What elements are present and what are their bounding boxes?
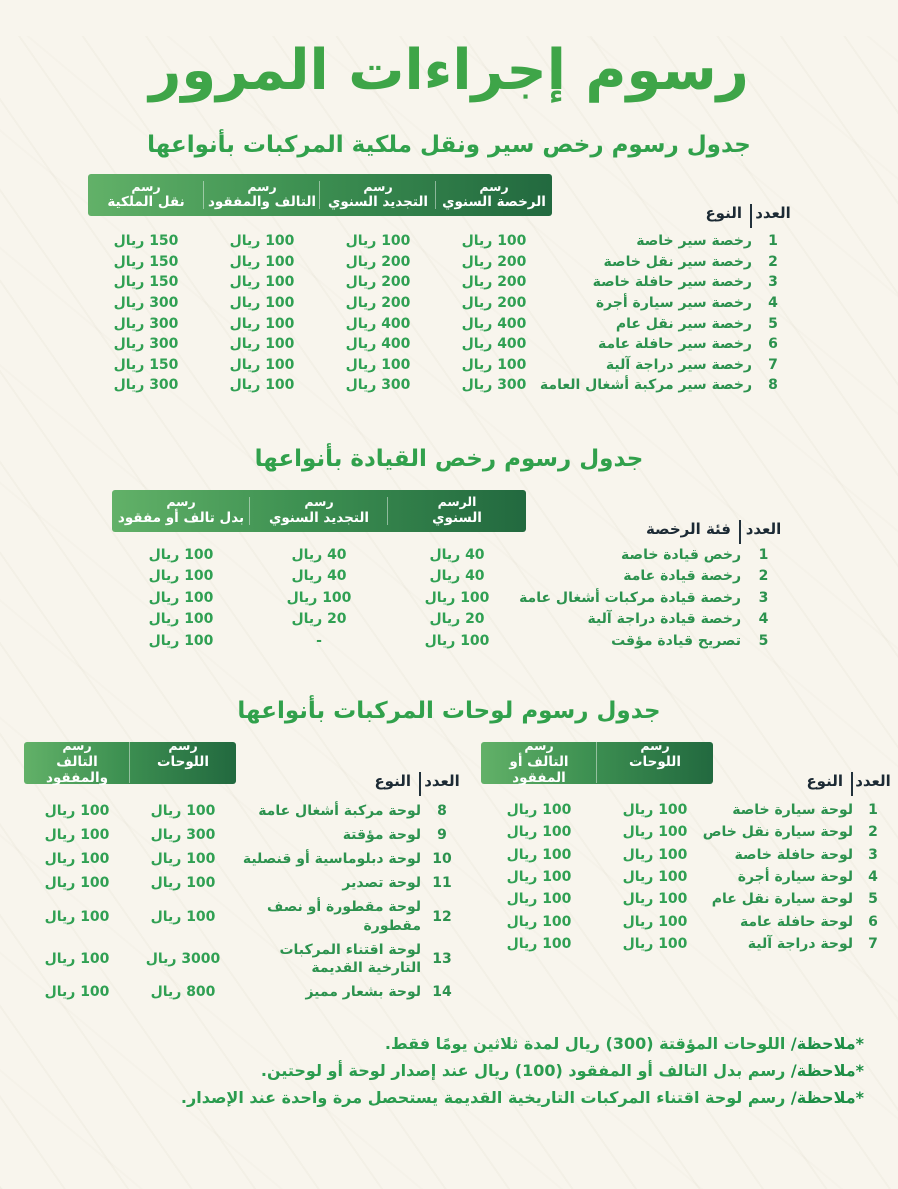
table-row [24,847,463,871]
row-number: 8 [437,802,447,819]
label-divider [739,520,741,544]
count-column-label: العدد [424,771,460,790]
fee-column-header [204,178,320,213]
fee-annual: 20 ريال [429,611,485,628]
note-prefix: *ملاحظة/ [790,1034,864,1054]
fee-columns-header-bar [112,490,526,532]
registration-table-body [88,231,794,396]
fee-plates: 100 ريال [622,891,688,908]
fee-damaged-lost: 100 ريال [506,824,572,841]
plates-left-header [24,738,463,790]
row-number: 2 [868,824,878,841]
table-row [481,933,893,955]
fee-annual-renewal: 400 ريال [345,336,411,353]
fee-annual: 100 ريال [424,589,490,606]
row-type: لوحة دبلوماسية أو قنصلية [242,851,421,868]
fee-damaged-lost: 100 ريال [44,984,110,1001]
fee-plates: 100 ريال [622,936,688,953]
row-type: رخصة قيادة عامة [623,568,741,585]
fee-column-header [112,493,250,528]
fee-annual-license: 100 ريال [461,233,527,250]
fee-annual-renewal: 40 ريال [291,546,347,563]
fee-column-header-line2: اللوحات [156,753,210,770]
driving-section-title: جدول رسوم رخص القيادة بأنواعها [254,445,644,472]
row-type: رخصة قيادة دراجة آلية [587,611,741,628]
fee-annual-renewal: 100 ريال [286,589,352,606]
fee-ownership-transfer: 150 ريال [113,233,179,250]
table-row [112,587,786,609]
row-number: 7 [868,936,878,953]
fee-plates: 100 ريال [622,824,688,841]
fee-plates: 100 ريال [150,875,216,892]
row-number: 4 [768,295,778,312]
table-row [24,938,463,980]
row-number: 5 [768,315,778,332]
fee-damaged-lost: 100 ريال [44,851,110,868]
fee-annual-license: 200 ريال [461,295,527,312]
registration-table-header [88,174,794,222]
fee-column-header [597,737,713,788]
plates-right-header [481,738,893,790]
fee-annual-renewal: 200 ريال [345,274,411,291]
table-row [24,895,463,937]
row-type: لوحة سيارة نقل عام [711,891,853,908]
note-text: رسم بدل التالف أو المفقود (100) ريال عند إصدار لوحة أو لوحتين. [260,1061,786,1081]
section-driving-fees [0,446,898,652]
label-divider [851,772,853,796]
fee-ownership-transfer: 150 ريال [113,253,179,270]
fee-plates: 800 ريال [150,984,216,1001]
fee-plates: 100 ريال [622,801,688,818]
fee-damaged-lost: 100 ريال [229,336,295,353]
fee-column-header-line1: رسم [131,178,161,194]
count-column-label: العدد [745,519,782,538]
fee-column-header [88,178,204,213]
row-type: لوحة بشعار مميز [305,984,421,1001]
fee-damaged-lost: 100 ريال [506,936,572,953]
fee-damaged-lost: 100 ريال [506,846,572,863]
table-row [24,799,463,823]
fee-plates: 100 ريال [622,846,688,863]
fee-columns-header-bar [24,738,236,786]
table-row [481,866,893,888]
row-number: 1 [868,801,878,818]
fee-column-header [250,493,388,528]
note-line [0,1084,864,1111]
fee-ownership-transfer: 300 ريال [113,377,179,394]
row-number: 2 [758,568,769,585]
fee-damaged-lost: 100 ريال [229,253,295,270]
row-number: 5 [758,632,769,649]
row-type: لوحة تصدير [342,875,421,892]
table-row [88,272,794,293]
fee-column-header [24,737,130,788]
row-type: تصريح قيادة مؤقت [611,632,741,649]
fee-damaged-lost: 100 ريال [229,377,295,394]
fee-column-header [130,737,236,788]
note-text: رسم لوحة اقتناء المركبات التاريخية القديمة يستحصل مرة واحدة عند الإصدار. [180,1088,786,1108]
fee-annual: 100 ريال [424,632,490,649]
row-type: لوحة سيارة نقل خاص [702,824,853,841]
row-number: 1 [758,546,769,563]
fee-column-header [481,737,597,788]
row-number: 6 [768,336,778,353]
fee-replacement: 100 ريال [148,632,214,649]
fee-ownership-transfer: 300 ريال [113,315,179,332]
row-number: 4 [868,869,878,886]
table-row [481,821,893,843]
note-line [0,1057,864,1084]
plates-right-body [481,799,893,956]
row-number: 7 [768,356,778,373]
fee-annual-renewal: 400 ريال [345,315,411,332]
fee-annual: 40 ريال [429,546,485,563]
row-type: لوحة مركبة أشغال عامة [258,802,421,819]
fee-column-header-line1: رسم [62,738,92,754]
fee-ownership-transfer: 150 ريال [113,356,179,373]
row-type: رخصة قيادة مركبات أشغال عامة [519,589,741,606]
row-number: 3 [768,274,778,291]
table-row [112,630,786,652]
fee-column-header-line1: رسم [166,494,196,510]
row-number: 13 [432,951,452,968]
count-type-label [236,769,463,793]
fee-column-header-line1: رسم [304,494,334,510]
row-type: لوحة سيارة أجرة [737,869,853,886]
row-type: رخص قيادة خاصة [621,546,741,563]
fee-column-header-line2: التجديد السنوي [327,194,429,211]
row-type: رخصة سير نقل عام [615,315,752,332]
type-column-label: النوع [374,771,411,790]
fee-plates: 100 ريال [150,851,216,868]
fee-column-header-line1: رسم [524,738,554,754]
count-column-label: العدد [855,771,891,790]
row-type: رخصة سير حافلة عامة [598,336,752,353]
fee-ownership-transfer: 150 ريال [113,274,179,291]
table-row [481,799,893,821]
row-number: 4 [758,611,769,628]
row-number: 12 [432,908,452,925]
row-number: 6 [868,913,878,930]
row-type: رخصة سير نقل خاصة [603,253,752,270]
fee-damaged-lost: 100 ريال [229,295,295,312]
count-type-label [526,517,786,541]
fee-plates: 100 ريال [150,802,216,819]
plates-section-title: جدول رسوم لوحات المركبات بأنواعها [237,697,661,724]
row-number: 14 [432,984,452,1001]
fee-damaged-lost: 100 ريال [506,891,572,908]
registration-section-title: جدول رسوم رخص سير ونقل ملكية المركبات بأنواعها [147,132,751,158]
fee-plates: 100 ريال [622,913,688,930]
row-number: 3 [758,589,769,606]
count-column-label: العدد [755,204,791,222]
row-type: رخصة سير خاصة [636,233,752,250]
note-text: اللوحات المؤقتة (300) ريال لمدة ثلاثين يومًا فقط. [384,1034,786,1054]
row-number: 11 [432,875,452,892]
fee-annual-renewal: 200 ريال [345,253,411,270]
row-number: 1 [768,233,778,250]
note-prefix: *ملاحظة/ [790,1088,864,1108]
driving-table-body [112,544,786,652]
table-row [24,980,463,1004]
page-title: رسوم إجراءات المرور [149,38,749,103]
fee-plates: 100 ريال [622,869,688,886]
table-row [88,252,794,273]
fee-plates: 100 ريال [150,908,216,925]
row-number: 5 [868,891,878,908]
fee-ownership-transfer: 300 ريال [113,295,179,312]
fee-column-header-line1: رسم [479,178,509,194]
fee-damaged-lost: 100 ريال [44,827,110,843]
fee-damaged-lost: 100 ريال [44,875,110,892]
fee-column-header-line2: التجديد السنوي [268,509,370,526]
table-row [24,823,463,847]
fee-column-header [388,493,526,528]
fee-column-header-line2: الرخصة السنوي [442,194,546,211]
fee-replacement: 100 ريال [148,611,214,628]
fee-annual-license: 200 ريال [461,274,527,291]
row-type: رخصة سير سيارة أجرة [595,295,752,312]
section-registration-fees [0,132,898,396]
fee-replacement: 100 ريال [148,568,214,585]
fee-annual-renewal: 20 ريال [291,611,347,628]
plates-table-right [481,726,893,1005]
fee-plates: 3000 ريال [145,951,221,968]
row-number: 9 [437,827,447,843]
fee-damaged-lost: 100 ريال [229,315,295,332]
fee-damaged-lost: 100 ريال [44,802,110,819]
type-column-label: النوع [705,204,742,222]
fee-column-header [436,178,552,213]
row-type: رخصة سير حافلة خاصة [592,274,752,291]
type-column-label: فئة الرخصة [645,519,731,538]
fee-replacement: 100 ريال [148,589,214,606]
table-row [24,871,463,895]
table-row [112,609,786,631]
footnotes [0,1030,864,1111]
fee-column-header-line1: رسم [247,178,277,194]
fee-column-header-line2: اللوحات [628,753,682,770]
row-type: لوحة مقطورة أو نصف مقطورة [267,899,421,934]
fee-annual-renewal: 300 ريال [345,377,411,394]
fee-column-header-line2: التالف والمفقود [46,753,108,786]
row-type: رخصة سير مركبة أشغال العامة [539,377,752,394]
fee-plates: 300 ريال [150,827,216,843]
plates-left-body [24,799,463,1005]
fee-column-header-line1: رسم [363,178,393,194]
count-type-label [713,769,893,793]
fee-annual-renewal: 40 ريال [291,568,347,585]
fee-annual-license: 200 ريال [461,253,527,270]
row-type: لوحة دراجة آلية [747,936,853,953]
row-number: 3 [868,846,878,863]
fee-annual-renewal: 200 ريال [345,295,411,312]
fee-annual-license: 400 ريال [461,336,527,353]
fee-annual-license: 100 ريال [461,356,527,373]
fee-column-header-line2: التالف والمفقود [207,194,317,211]
fee-columns-header-bar [88,174,552,216]
driving-table-header [112,490,786,538]
fee-annual-renewal: 100 ريال [345,233,411,250]
table-row [88,231,794,252]
note-line [0,1030,864,1057]
fee-columns-header-bar [481,738,713,786]
plates-tables-container [0,726,893,1005]
fee-column-header [320,178,436,213]
fee-damaged-lost: 100 ريال [44,951,110,968]
table-row [88,293,794,314]
fee-ownership-transfer: 300 ريال [113,336,179,353]
row-type: لوحة حافلة عامة [739,913,853,930]
fee-damaged-lost: 100 ريال [229,356,295,373]
plates-table-left [24,726,463,1005]
fee-annual-renewal: 100 ريال [345,356,411,373]
fee-annual: 40 ريال [429,568,485,585]
fee-column-header-line2: التالف أو المفقود [509,753,569,786]
fee-column-header-line1: رسم [168,738,198,754]
fee-column-header-line2: نقل الملكية [107,194,185,211]
table-row [88,375,794,396]
driving-fees-table [112,490,786,652]
row-type: لوحة مؤقتة [342,826,421,843]
fee-damaged-lost: 100 ريال [506,869,572,886]
note-prefix: *ملاحظة/ [790,1061,864,1081]
fee-column-header-line2: بدل تالف أو مفقود [117,509,245,526]
row-type: رخصة سير دراجة آلية [605,356,752,373]
fee-damaged-lost: 100 ريال [229,274,295,291]
table-row [88,334,794,355]
fee-damaged-lost: 100 ريال [44,908,110,925]
fee-replacement: 100 ريال [148,546,214,563]
fee-column-header-line2: السنوي [432,509,482,526]
registration-fees-table [88,174,794,396]
fee-column-header-line1: رسم [640,738,670,754]
count-type-label [552,201,794,225]
row-number: 8 [768,377,778,394]
fee-annual-renewal: - [316,632,322,649]
table-row [481,888,893,910]
table-row [88,313,794,334]
fee-damaged-lost: 100 ريال [506,913,572,930]
label-divider [750,204,752,228]
table-row [88,355,794,376]
fee-annual-license: 300 ريال [461,377,527,394]
fee-damaged-lost: 100 ريال [229,233,295,250]
table-row [481,844,893,866]
fees-document [0,36,898,1111]
table-row [481,911,893,933]
table-row [112,565,786,587]
row-number: 2 [768,253,778,270]
row-type: لوحة اقتناء المركبات التارخية القديمة [279,941,421,977]
fee-annual-license: 400 ريال [461,315,527,332]
fee-damaged-lost: 100 ريال [506,801,572,818]
row-type: لوحة حافلة خاصة [734,846,853,863]
type-column-label: النوع [806,771,843,790]
label-divider [419,772,421,796]
row-type: لوحة سيارة خاصة [732,801,853,818]
section-plate-fees [0,698,898,1005]
table-row [112,544,786,566]
row-number: 10 [432,851,452,868]
fee-column-header-line1: الرسم [437,494,477,510]
